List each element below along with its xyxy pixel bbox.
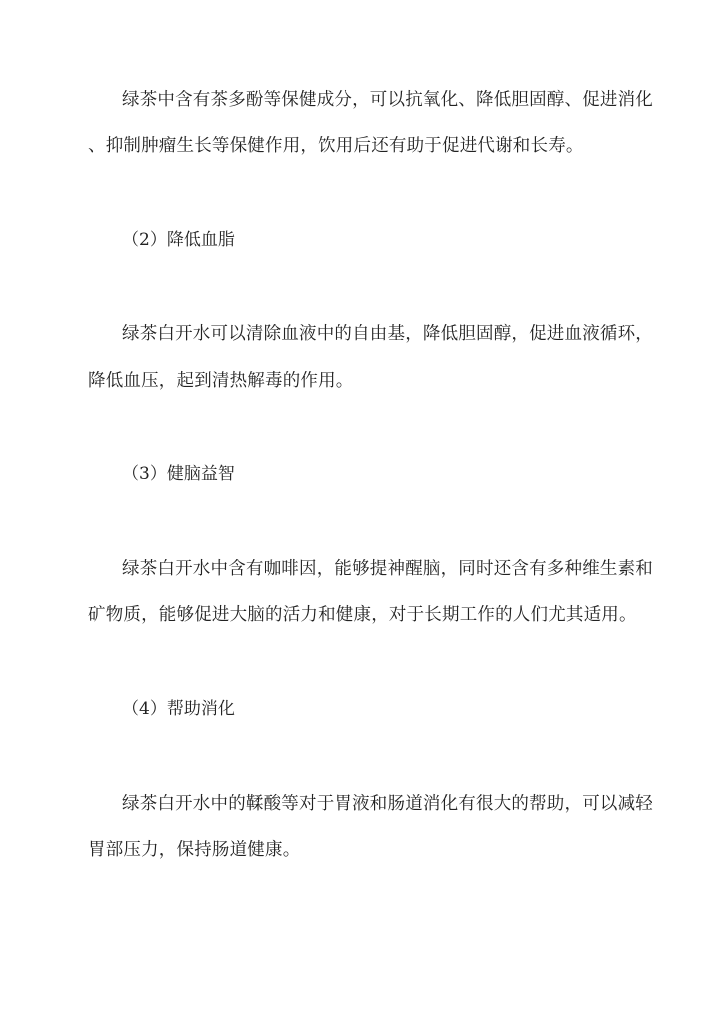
paragraph-1-line-1: 绿茶中含有茶多酚等保健成分，可以抗氧化、降低胆固醇、促进消化: [122, 90, 653, 110]
section-heading-2: （2）降低血脂: [122, 230, 235, 250]
section-heading-4: （4）帮助消化: [122, 699, 235, 719]
paragraph-3-line-1: 绿茶白开水中含有咖啡因，能够提神醒脑，同时还含有多种维生素和: [122, 559, 653, 579]
paragraph-2-line-1: 绿茶白开水可以清除血液中的自由基，降低胆固醇，促进血液循环，: [122, 324, 653, 344]
paragraph-4-line-2: 胃部压力，保持肠道健康。: [88, 840, 301, 860]
section-heading-3: （3）健脑益智: [122, 464, 235, 484]
paragraph-1-line-2: 、抑制肿瘤生长等保健作用，饮用后还有助于促进代谢和长寿。: [88, 136, 584, 156]
paragraph-2-line-2: 降低血压，起到清热解毒的作用。: [88, 371, 354, 391]
paragraph-3-line-2: 矿物质，能够促进大脑的活力和健康，对于长期工作的人们尤其适用。: [88, 605, 637, 625]
paragraph-4-line-1: 绿茶白开水中的鞣酸等对于胃液和肠道消化有很大的帮助，可以减轻: [122, 794, 653, 814]
